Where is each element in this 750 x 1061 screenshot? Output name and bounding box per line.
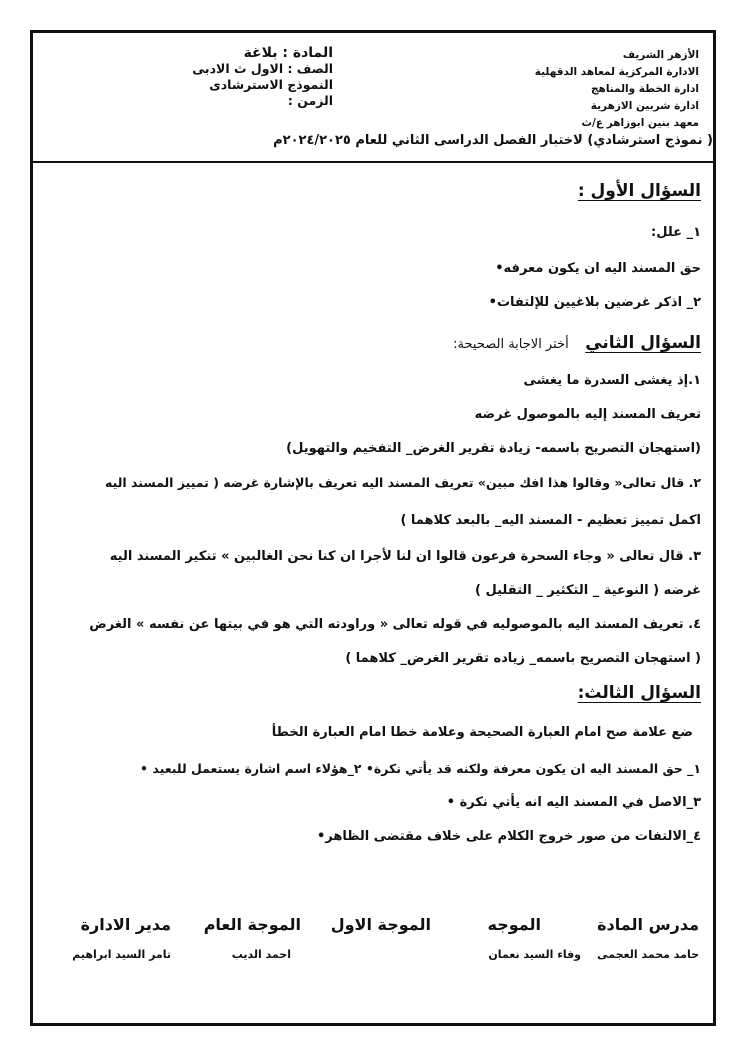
signature-title: الموجه (487, 915, 541, 934)
signature-titles (47, 915, 701, 939)
q2-heading-row (47, 333, 701, 353)
q1-line: ١_ علل: (651, 225, 701, 240)
exam-header (33, 33, 713, 163)
exam-title: ( نموذج استرشادي) لاختبار الفصل الدراسى الثاني للعام ٢٠٢٤/٢٠٢٥م (273, 133, 713, 148)
model-label: النموذج الاسترشادى (209, 77, 333, 92)
q1-line: ٢_ اذكر غرضين بلاغيين للإلتفات• (488, 295, 701, 310)
q2-line: ٢. قال تعالى« وقالوا هذا افك مبين» تعريف المسند اليه تعريف بالإشارة غرضه ( تمييز المسند اليه (105, 475, 701, 490)
q2-line: غرضه ( النوعية _ التكثير _ التقليل ) (475, 583, 701, 598)
institution-line: الادارة المركزية لمعاهد الدقهلية (534, 66, 699, 78)
institution-line: ادارة الخطة والمناهج (590, 83, 699, 95)
q3-line: ٣_الاصل في المسند اليه انه يأتي نكرة • (446, 795, 701, 810)
signature-name: تامر السيد ابراهيم (72, 948, 171, 961)
q3-line: ضع علامة صح امام العبارة الصحيحة وعلامة خطا امام العبارة الخطأ (271, 725, 693, 740)
exam-info-block (103, 45, 333, 109)
q1-heading: السؤال الأول : (577, 181, 701, 201)
signature-name: حامد محمد العجمى (597, 948, 699, 961)
institution-block (449, 47, 699, 132)
signature-title: الموجة العام (203, 915, 301, 934)
q2-line: (استهجان التصريح باسمه- زيادة تقرير الغرض_ التفخيم والتهويل) (286, 441, 701, 456)
q2-line: ٤. تعريف المسند اليه بالموصوليه في قوله تعالى « وراودته التي هو في بيتها عن نفسه » الغرض (89, 617, 701, 632)
subject-label: المادة : بلاغة (243, 45, 333, 61)
q1-line: حق المسند اليه ان يكون معرفه• (495, 261, 701, 276)
institution-line: الأزهر الشريف (622, 49, 699, 61)
q3-heading: السؤال الثالث: (577, 683, 701, 703)
signature-name: وفاء السيد نعمان (488, 948, 581, 961)
q2-line: ١.إذ يغشى السدرة ما يغشى (523, 373, 701, 388)
signature-title: مدرس المادة (597, 915, 699, 934)
time-label: الزمن : (287, 93, 333, 108)
q3-line: ٤_الالتفات من صور خروج الكلام على خلاف مقتضى الظاهر• (316, 829, 701, 844)
q2-line: ٣. قال تعالى « وجاء السحرة فرعون قالوا ان لنا لأجرا ان كنا نحن الغالبين » تنكير المسند اليه (109, 549, 701, 564)
institution-line: معهد بنين ابوزاهر ع/ث (581, 117, 699, 129)
grade-label: الصف : الاول ث الادبى (192, 61, 333, 76)
page-frame (30, 30, 716, 1026)
signature-title: مدير الادارة (80, 915, 171, 934)
institution-line: ادارة شربين الازهرية (590, 100, 699, 112)
q2-line: اكمل تمييز تعظيم - المسند اليه_ بالبعد كلاهما ) (400, 513, 701, 528)
signature-title: الموجة الاول (330, 915, 431, 934)
q2-line: ( استهجان التصريح باسمه_ زياده تقرير الغرض_ كلاهما ) (345, 651, 701, 666)
q2-line: تعريف المسند إليه بالموصول غرضه (474, 407, 701, 422)
signature-names (47, 948, 701, 968)
q3-line: ١_ حق المسند اليه ان يكون معرفة ولكنه قد يأتي نكرة• ٢_هؤلاء اسم اشارة يستعمل للبعيد • (140, 761, 701, 776)
signature-name: احمد الديب (231, 948, 291, 961)
q2-heading: السؤال الثاني (585, 333, 701, 353)
q2-instruction: أختر الاجابة الصحيحة: (453, 337, 569, 352)
